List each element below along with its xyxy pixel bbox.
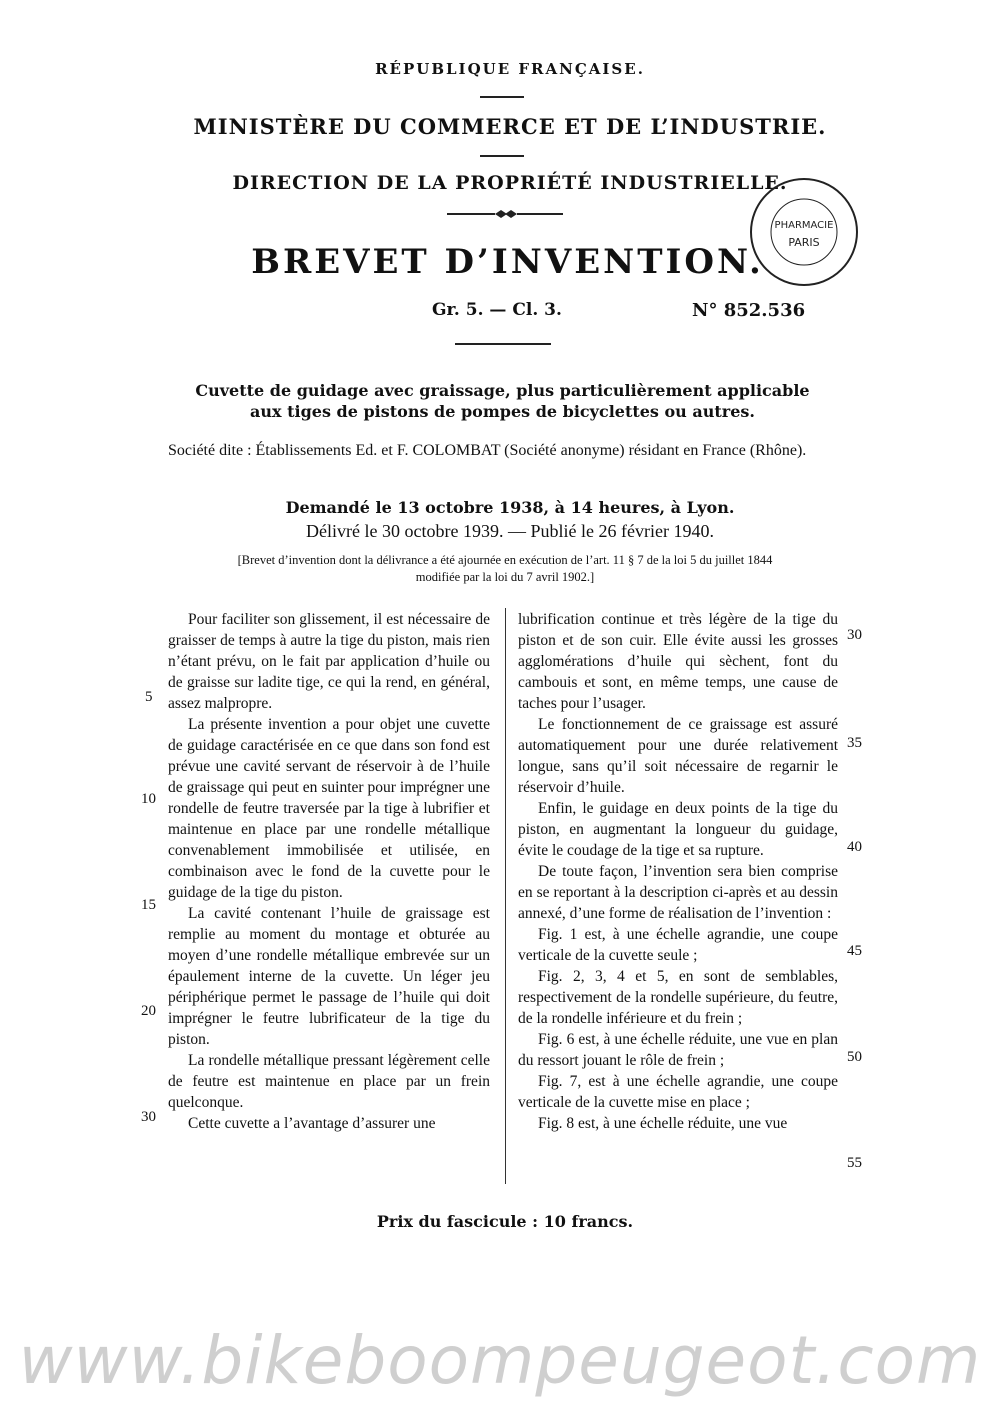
paragraph: Cette cuvette a l’avantage d’assurer une [188,1115,436,1132]
direction-heading: DIRECTION DE LA PROPRIÉTÉ INDUSTRIELLE. [232,172,788,194]
patent-number: N° 852.536 [692,300,806,321]
price-footer: Prix du fascicule : 10 francs. [376,1212,634,1231]
library-stamp [748,176,860,288]
divider-rule [480,96,524,98]
filing-date: Demandé le 13 octobre 1938, à 14 heures, à Lyon. [285,498,735,517]
line-number: 45 [847,943,862,959]
column-divider [505,608,506,1184]
paragraph: Fig. 7, est à une échelle agrandie, une coupe verticale de la cuvette mise en place ; [518,1073,838,1111]
line-number: 50 [847,1049,862,1065]
note-line-2: modifiée par la loi du 7 avril 1902.] [415,570,595,584]
legal-note [165,552,845,586]
paragraph: La présente invention a pour objet une cuvette de guidage caractérisée en ce que dans son fond est prévue une cavité servant de réservoir à de l’huile de graissage qui peut en suinter pour imprégner une rondelle de feutre traversée par la tige à lubrifier et maintenue en place par une rondelle métallique convenablement immobilisée et utilisée, en combinaison avec le fond de la cuvette pour le guidage de la tige du piston. [168,716,490,901]
line-number: 30 [847,627,862,643]
paragraph: Fig. 1 est, à une échelle agrandie, une coupe verticale de la cuvette seule ; [518,926,838,964]
paragraph: Fig. 6 est, à une échelle réduite, une vue en plan du ressort jouant le rôle de frein ; [518,1031,838,1069]
divider-rule [455,343,551,345]
paragraph: De toute façon, l’invention sera bien comprise en se reportant à la description ci-après et au dessin annexé, d’une forme de réalisation de l’invention : [518,863,838,922]
page-title: BREVET D’INVENTION. [251,242,764,282]
line-number: 10 [141,791,156,807]
paragraph: lubrification continue et très légère de la tige du piston et de son cuir. Elle évite aussi les grosses agglomérations d’huile qui sèchent, font du cambouis et sont, en même temps, une cause de taches pour l’usager. [518,611,838,712]
ministere-heading: MINISTÈRE DU COMMERCE ET DE L’INDUSTRIE. [193,114,827,139]
ornament-rule [445,208,565,220]
subject-line-2: aux tiges de pistons de pompes de bicyclettes ou autres. [250,402,755,421]
note-line-1: [Brevet d’invention dont la délivrance a été ajournée en exécution de l’art. 11 § 7 de la loi 5 du juillet 1844 [237,553,773,567]
line-number: 35 [847,735,862,751]
subject-line-1: Cuvette de guidage avec graissage, plus particulièrement applicable [195,381,810,400]
grant-publication-date: Délivré le 30 octobre 1939. — Publié le 26 février 1940. [306,521,714,541]
paragraph: La cavité contenant l’huile de graissage est remplie au moment du montage et obturée au moyen d’une rondelle métallique embrevée sur un épaulement interne de la cuvette. Un léger jeu périphérique permet le passage de l’huile qui doit imprégner le feutre lubrificateur de la tige du piston. [168,905,490,1048]
stamp-line-1: PHARMACIE [774,220,834,231]
line-number: 40 [847,839,862,855]
paragraph: Pour faciliter son glissement, il est nécessaire de graisser de temps à autre la tige du piston, mais rien n’étant prévu, on le fait par application d’huile ou de graisse sur ladite tige, ce qui la rend, en général, assez malpropre. [168,611,490,712]
watermark: www.bikeboompeugeot.com [18,1322,982,1399]
paragraph: La rondelle métallique pressant légèrement celle de feutre est maintenue en place par un frein quelconque. [168,1052,490,1111]
line-number: 20 [141,1003,156,1019]
stamp-line-2: PARIS [788,236,820,249]
paragraph: Fig. 2, 3, 4 et 5, en sont de semblables, respectivement de la rondelle supérieure, du feutre, de la rondelle inférieure et du frein ; [518,968,838,1027]
right-column [518,609,838,1134]
republique-heading: RÉPUBLIQUE FRANÇAISE. [375,60,645,78]
paragraph: Enfin, le guidage en deux points de la tige du piston, en augmentant la longueur du guidage, évite le coudage de la tige et sa rupture. [518,800,838,859]
line-number: 5 [145,689,153,705]
paragraph: Fig. 8 est, à une échelle réduite, une vue [538,1115,788,1132]
group-class-label: Gr. 5. — Cl. 3. [432,300,562,320]
line-number: 30 [141,1109,156,1125]
line-number: 55 [847,1155,862,1171]
applicant-text: Société dite : Établissements Ed. et F. COLOMBAT (Société anonyme) résidant en France (Rhône). [168,442,807,459]
paragraph: Le fonctionnement de ce graissage est assuré automatiquement pour une durée relativement longue, sans qu’il soit nécessaire de regarnir le réservoir d’huile. [518,716,838,796]
divider-rule [480,155,524,157]
invention-subject [165,380,840,422]
line-number: 15 [141,897,156,913]
left-column [168,609,490,1134]
